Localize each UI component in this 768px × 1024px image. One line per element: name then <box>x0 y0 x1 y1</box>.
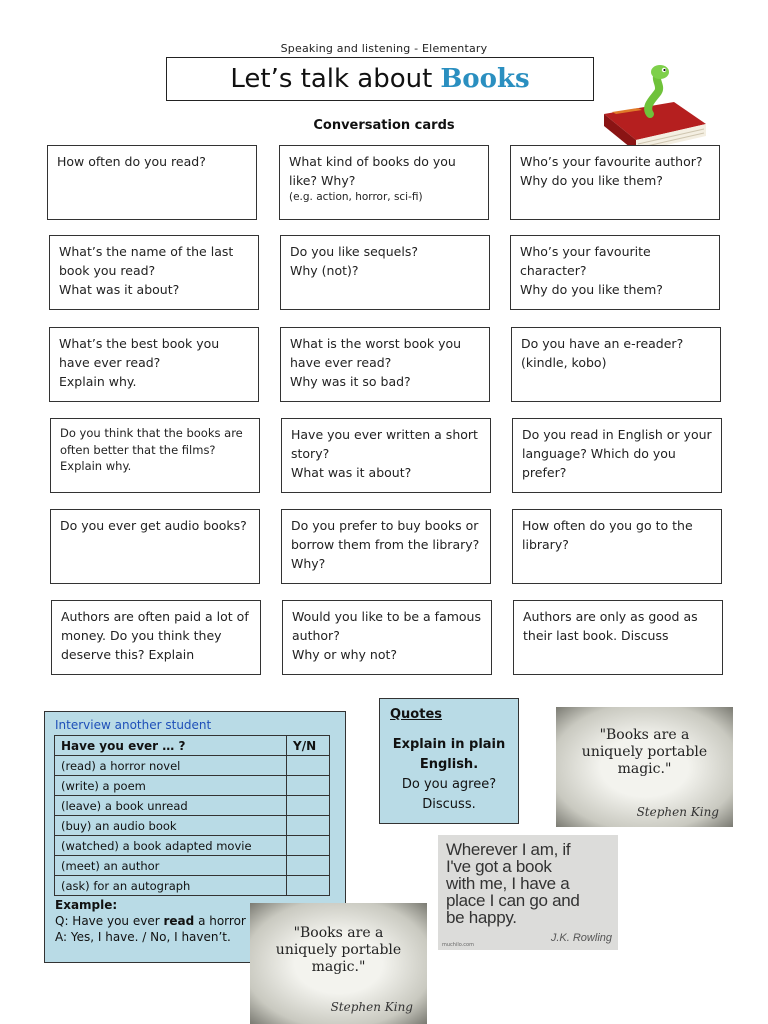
quote-text: "Books are a uniquely portable magic." <box>581 727 708 777</box>
question-cell: (write) a poem <box>55 776 287 796</box>
conversation-card <box>281 509 491 584</box>
page-title <box>166 57 594 101</box>
example-answer: A: Yes, I have. / No, I haven’t. <box>55 930 231 944</box>
king-quote-image <box>250 903 427 1024</box>
conversation-card <box>49 327 259 402</box>
quotes-line-3: Discuss. <box>422 797 476 812</box>
cards-heading: Conversation cards <box>313 118 455 133</box>
conversation-card <box>50 418 260 493</box>
answer-cell <box>287 876 330 896</box>
quote-source: muchilo.com <box>442 942 474 948</box>
quotes-panel <box>379 698 519 824</box>
table-row <box>55 756 330 776</box>
example-block <box>55 897 246 945</box>
column-header-question: Have you ever … ? <box>55 736 287 756</box>
conversation-card <box>510 235 720 310</box>
conversation-card <box>513 600 723 675</box>
rowling-quote-image <box>438 835 618 950</box>
card-text: Have you ever written a short story? What was it about? <box>291 427 478 480</box>
card-text: How often do you go to the library? <box>522 518 693 552</box>
table-row <box>55 856 330 876</box>
worksheet-subtitle: Speaking and listening - Elementary <box>280 42 488 55</box>
title-accent: Books <box>440 64 530 94</box>
quotes-label: Quotes <box>390 707 443 722</box>
example-question <box>55 913 246 929</box>
card-text: Do you like sequels? Why (not)? <box>290 244 418 278</box>
card-text: Do you have an e-reader? (kindle, kobo) <box>521 336 684 370</box>
card-text: Who’s your favourite author? Why do you like them? <box>520 154 703 188</box>
quotes-instructions <box>380 735 518 815</box>
question-cell: (read) a horror novel <box>55 756 287 776</box>
card-text: Authors are only as good as their last book. Discuss <box>523 609 698 643</box>
answer-cell <box>287 756 330 776</box>
conversation-card <box>279 145 489 220</box>
answer-cell <box>287 796 330 816</box>
king-quote-image <box>556 707 733 827</box>
conversation-card <box>280 327 490 402</box>
card-hint: (e.g. action, horror, sci-fi) <box>289 191 423 203</box>
conversation-card <box>47 145 257 220</box>
example-question-suffix: a horror <box>198 914 246 928</box>
card-text: Do you think that the books are often better that the films? Explain why. <box>60 426 243 473</box>
table-row <box>55 816 330 836</box>
quote-signature: J.K. Rowling <box>550 932 612 944</box>
quote-text: "Books are a uniquely portable magic." <box>275 925 402 975</box>
quote-text: Wherever I am, if I've got a book with me, I have a place I can go and be happy. <box>446 840 580 927</box>
conversation-card <box>512 509 722 584</box>
question-cell: (leave) a book unread <box>55 796 287 816</box>
example-question-prefix: Q: Have you ever <box>55 914 160 928</box>
conversation-card <box>50 509 260 584</box>
question-cell: (buy) an audio book <box>55 816 287 836</box>
table-row <box>55 796 330 816</box>
question-cell: (watched) a book adapted movie <box>55 836 287 856</box>
card-text: Would you like to be a famous author? Why or why not? <box>292 609 481 662</box>
conversation-card <box>511 327 721 402</box>
conversation-card <box>51 600 261 675</box>
quotes-line-2: Do you agree? <box>401 777 497 792</box>
quote-signature: Stephen King <box>636 805 719 819</box>
conversation-card <box>49 235 259 310</box>
conversation-card <box>282 600 492 675</box>
conversation-card <box>512 418 722 493</box>
answer-cell <box>287 816 330 836</box>
table-row <box>55 876 330 896</box>
card-text: Who’s your favourite character? Why do you like them? <box>520 244 663 297</box>
card-text: What’s the best book you have ever read? Explain why. <box>59 336 220 389</box>
interview-table <box>54 735 330 896</box>
card-text: Do you read in English or your language? Which do you prefer? <box>522 427 712 480</box>
answer-cell <box>287 776 330 796</box>
table-header-row <box>55 736 330 756</box>
conversation-card <box>510 145 720 220</box>
answer-cell <box>287 856 330 876</box>
card-text: What kind of books do you like? Why? <box>289 154 456 188</box>
card-text: What is the worst book you have ever read? Why was it so bad? <box>290 336 462 389</box>
conversation-card <box>280 235 490 310</box>
question-cell: (meet) an author <box>55 856 287 876</box>
table-row <box>55 836 330 856</box>
example-question-bold: read <box>163 914 195 928</box>
answer-cell <box>287 836 330 856</box>
card-text: How often do you read? <box>57 154 206 169</box>
card-text: Authors are often paid a lot of money. Do you think they deserve this? Explain <box>61 609 249 662</box>
example-label: Example: <box>55 898 118 912</box>
conversation-card <box>281 418 491 493</box>
card-text: Do you prefer to buy books or borrow them from the library? Why? <box>291 518 480 571</box>
title-prefix: Let’s talk about <box>230 64 433 94</box>
card-text: What’s the name of the last book you read? What was it about? <box>59 244 234 297</box>
card-text: Do you ever get audio books? <box>60 518 247 533</box>
quotes-line-1: Explain in plain English. <box>392 737 506 772</box>
column-header-answer: Y/N <box>287 736 330 756</box>
quote-signature: Stephen King <box>330 1000 413 1014</box>
table-row <box>55 776 330 796</box>
interview-title: Interview another student <box>55 718 212 732</box>
question-cell: (ask) for an autograph <box>55 876 287 896</box>
